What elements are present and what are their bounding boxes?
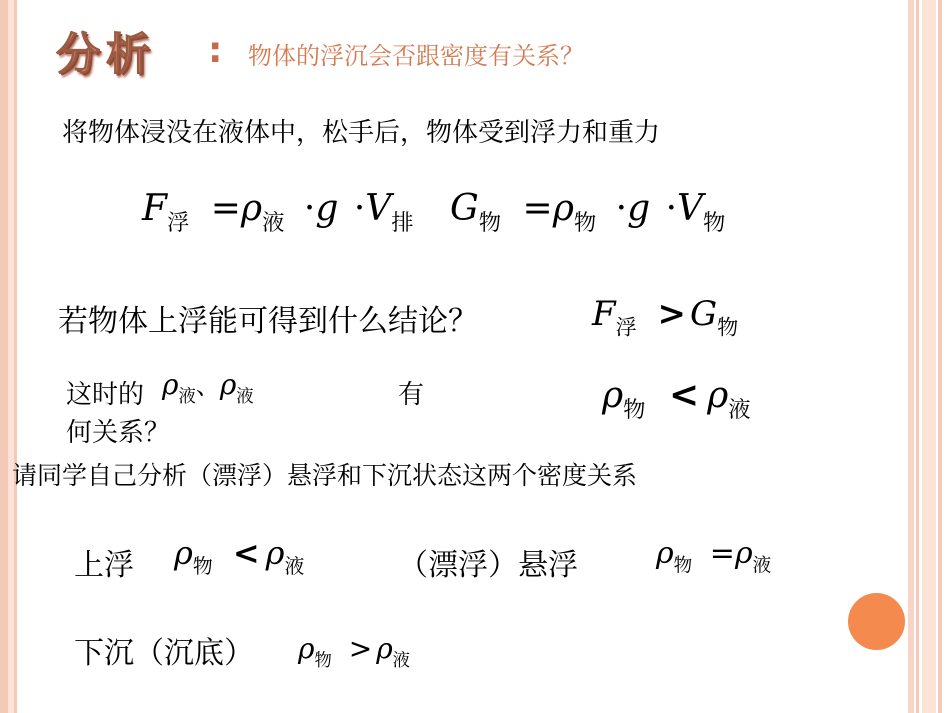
analysis-prompt: 请同学自己分析（漂浮）悬浮和下沉状态这两个密度关系 — [12, 461, 638, 490]
symbol-rho: ρ — [298, 632, 315, 665]
right-border-stripe — [938, 0, 942, 713]
dot: · — [303, 188, 316, 229]
subscript: 浮 — [166, 210, 190, 237]
formula-state-sink — [298, 632, 410, 671]
heading-question: 物体的浮沉会否跟密度有关系？ — [248, 42, 584, 70]
subscript: 物 — [478, 210, 502, 237]
decorative-circle — [848, 593, 905, 650]
subscript: 物 — [717, 314, 739, 340]
formula-buoyancy — [142, 188, 414, 237]
right-border-stripe — [922, 0, 936, 713]
question-relation-line2: 何关系？ — [66, 418, 171, 448]
symbol-rho: ρ — [219, 368, 237, 401]
subscript: 物 — [673, 555, 693, 577]
symbol-rho: ρ — [240, 188, 263, 229]
left-border-stripe — [14, 0, 17, 713]
subscript: 浮 — [615, 314, 637, 340]
state-suspend-label: （漂浮）悬浮 — [398, 548, 578, 583]
heading-colon: : — [208, 30, 223, 71]
formula-state-rise — [174, 534, 304, 579]
question-float-text: 若物体上浮能可得到什么结论？ — [58, 304, 478, 339]
intro-text: 将物体浸没在液体中，松手后，物体受到浮力和重力 — [62, 118, 661, 148]
symbol-F: F — [592, 294, 616, 334]
symbol-V: V — [677, 188, 704, 229]
symbol-rho: ρ — [707, 375, 729, 416]
subscript: 物 — [703, 210, 726, 237]
dot: · — [353, 188, 366, 229]
right-border-stripe — [908, 0, 914, 713]
subscript: 液 — [728, 397, 751, 424]
state-sink-label: 下沉（沉底） — [74, 636, 254, 671]
formula-state-suspend — [656, 536, 771, 577]
symbol-g: g — [315, 188, 339, 229]
dot: · — [665, 188, 678, 229]
subscript: 物 — [192, 554, 213, 578]
heading-word: 分析 — [56, 29, 156, 80]
symbol-rho: ρ — [734, 536, 753, 571]
formula-relation-answer — [602, 374, 751, 424]
subscript: 液 — [284, 554, 305, 578]
symbol-g: g — [627, 188, 651, 229]
less-than-sign: < — [232, 534, 260, 572]
equals-sign: = — [522, 188, 553, 229]
left-border-stripe — [0, 0, 8, 713]
symbol-rho: ρ — [656, 536, 674, 571]
subscript: 物 — [314, 650, 332, 671]
symbol-rho: ρ — [552, 188, 574, 229]
equals-sign: = — [709, 536, 735, 571]
formula-float-condition — [592, 294, 738, 341]
subscript: 液 — [236, 386, 254, 407]
less-than-sign: < — [668, 374, 700, 416]
separator: 、 — [195, 372, 220, 400]
equals-sign: = — [210, 188, 241, 229]
subscript: 物 — [623, 397, 646, 424]
subscript: 液 — [262, 210, 285, 237]
formula-rho-pair — [162, 366, 254, 407]
subscript: 物 — [573, 210, 597, 237]
symbol-F: F — [142, 188, 167, 229]
symbol-G: G — [450, 188, 479, 229]
symbol-rho: ρ — [162, 368, 179, 401]
subscript: 液 — [392, 650, 411, 671]
right-border-stripe — [916, 0, 919, 713]
symbol-V: V — [365, 188, 392, 229]
symbol-G: G — [689, 294, 718, 334]
subscript: 液 — [752, 555, 772, 577]
question-relation-line1: 这时的 — [66, 380, 145, 410]
symbol-rho: ρ — [265, 534, 285, 572]
state-rise-label: 上浮 — [74, 548, 134, 583]
dot: · — [615, 188, 628, 229]
subscript: 液 — [178, 386, 196, 407]
subscript: 排 — [391, 210, 414, 237]
question-relation-you: 有 — [398, 380, 425, 410]
symbol-rho: ρ — [602, 375, 624, 416]
formula-gravity — [450, 188, 725, 237]
greater-than-sign: > — [348, 632, 373, 665]
symbol-rho: ρ — [376, 632, 393, 665]
symbol-rho: ρ — [174, 534, 193, 572]
greater-than-sign: > — [657, 294, 686, 334]
